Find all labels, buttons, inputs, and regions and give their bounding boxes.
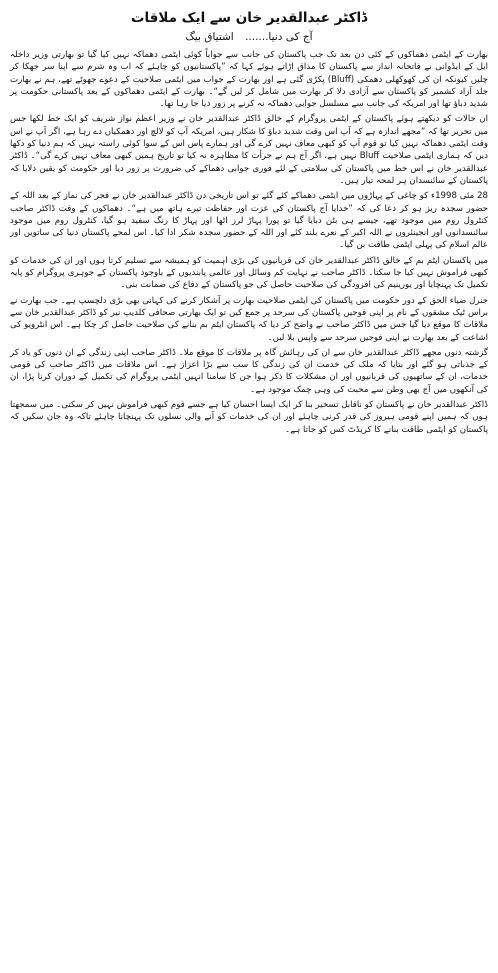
- author-name: اشتیاق بیگ: [185, 31, 234, 43]
- article-body: [10, 49, 488, 436]
- article-paragraph: ڈاکٹر عبدالقدیر خان نے پاکستان کو ناقابل تسخیر بنا کر ایک ایسا احسان کیا ہے جسے قوم کبھی فراموش نہیں کر سکتی۔ میں سمجھتا ہوں کہ ہمیں اپنے قومی ہیروز کی قدر کرنی چاہئے اور ان کی خدمات کو آنے والی نسلوں تک پہنچانا چاہئے تاکہ وہ جان سکیں کہ پاکستان کو ایٹمی طاقت بنانے کا کریڈٹ کس کو جاتا ہے۔: [10, 400, 488, 435]
- column-name: آج کی دنیا.......: [245, 31, 313, 43]
- byline: [10, 30, 488, 45]
- article-paragraph: بھارت کے ایٹمی دھماکوں کے کئی دن بعد تک جب پاکستان کی جانب سے جواباً کوئی ایٹمی دھماکہ نہیں کیا گیا تو بھارتی وزیر داخلہ ایل کے ایڈوانی نے فاتحانہ انداز سے پاکستان کا مذاق اڑاتے ہوئے کہا کہ ”پاکستانیوں کو چاہئے کہ اب وہ شرم سے اپنا سر جھکا کر چلیں کیونکہ ان کی کھوکھلی دھمکی (Bluff) پکڑی گئی ہے اور بھارت کے جواب میں ایٹمی صلاحیت کے دعوے جھوٹے تھے، ہم نے بھارت جلد آزاد کشمیر کو پاکستان سے آزادی دلا کر بھارت میں شامل کر لیں گے“۔ بھارت کے ایٹمی دھماکوں کے بعد پاکستانی حکومت پر شدید دباؤ تھا اور امریکہ کی جانب سے مسلسل جوابی دھماکہ نہ کرنے پر زور دیا جا رہا تھا۔: [10, 50, 488, 110]
- article-paragraph: ان حالات کو دیکھتے ہوئے پاکستان کے ایٹمی پروگرام کے خالق ڈاکٹر عبدالقدیر خان نے وزیر اعظم نواز شریف کو ایک خط لکھا جس میں تحریر تھا کہ ”مجھے اندازہ ہے کہ آپ اس وقت شدید دباؤ کا شکار ہیں، امریکہ آپ کو لالچ اور دھمکیاں دے رہا ہے، اگر آپ نے اس وقت ایٹمی دھماکہ نہیں کیا تو قوم آپ کو کبھی معاف نہیں کرے گی اور ہمارے پاس اس کے سوا کوئی راستہ نہیں کہ ہم دنیا کو دکھا دیں کہ ہماری ایٹمی صلاحیت Bluff نہیں ہے، اگر آج ہم نے جرأت کا مظاہرہ نہ کیا تو تاریخ ہمیں کبھی معاف نہیں کرے گی“۔ ڈاکٹر عبدالقدیر خان نے اس خط میں پاکستان کی سلامتی کے لئے فوری جوابی دھماکے کی ضرورت پر زور دیا اور حکومت کو یقین دلایا کہ پاکستان کے سائنسدان ہر لمحہ تیار ہیں۔: [10, 114, 488, 186]
- article-paragraph: گزشتہ دنوں مجھے ڈاکٹر عبدالقدیر خان سے ان کی رہائش گاہ پر ملاقات کا موقع ملا۔ ڈاکٹر صاحب اپنی زندگی کے ان دنوں کو یاد کر کے جذباتی ہو گئے اور بتایا کہ ملک کی خدمت ان کی زندگی کا سب سے بڑا اعزاز ہے۔ اس ملاقات میں ڈاکٹر صاحب کی قومی خدمات، ان کے ساتھیوں کی قربانیوں اور ان مشکلات کا ذکر ہوا جن کا سامنا انہیں ایٹمی پروگرام کی تکمیل کے دوران کرنا پڑا، ان کی آنکھوں میں آج بھی وطن سے محبت کی وہی چمک موجود ہے۔: [10, 347, 488, 395]
- article-paragraph: 28 مئی 1998ء کو چاغی کے پہاڑوں میں ایٹمی دھماکے کئے گئے تو اس تاریخی دن ڈاکٹر عبدالقدیر خان نے فجر کی نماز کے بعد اللہ کے حضور سجدہ ریز ہو کر دعا کی کہ ”خدایا آج پاکستان کی عزت اور حفاظت تیرے ہاتھ میں ہے“۔ دھماکوں کے وقت ڈاکٹر صاحب کنٹرول روم میں موجود تھے، جیسے ہی بٹن دبایا گیا تو پورا پہاڑ لرز اٹھا اور پہاڑ کا رنگ سفید ہو گیا، کنٹرول روم میں موجود سائنسدانوں اور انجینئروں نے اللہ اکبر کے نعرے بلند کئے اور اللہ کے حضور سجدہ شکر ادا کیا۔ اس لمحے پاکستان دنیا کی ساتویں اور عالم اسلام کی پہلی ایٹمی طاقت بن گیا۔: [10, 191, 488, 251]
- article-paragraph: میں پاکستان ایٹم بم کے خالق ڈاکٹر عبدالقدیر خان کی قربانیوں کی بڑی اہمیت کو ہمیشہ سے تسلیم کرتا ہوں اور ان کی خدمات کو کبھی فراموش نہیں کیا جا سکتا۔ ڈاکٹر صاحب نے نہایت کم وسائل اور عالمی پابندیوں کے باوجود پاکستان کے جوہری پروگرام کو پایہ تکمیل تک پہنچایا اور یورینیم کی افزودگی کی صلاحیت حاصل کی جو پاکستان کے دفاع کی ضمانت بنی۔: [10, 255, 488, 291]
- article-title: ڈاکٹر عبدالقدیر خان سے ایک ملاقات: [130, 10, 368, 26]
- article-paragraph: جنرل ضیاء الحق کے دور حکومت میں پاکستان کی ایٹمی صلاحیت بھارت پر آشکار کرنے کی کہانی بھی بڑی دلچسپ ہے۔ جب بھارت نے براس ٹیک مشقوں کے نام پر اپنی فوجیں پاکستان کی سرحد پر جمع کیں تو ایک بھارتی صحافی کلدیپ نیر کو ڈاکٹر عبدالقدیر خان سے ملاقات کا موقع دیا گیا جس میں ڈاکٹر صاحب نے واضح کر دیا کہ پاکستان ایٹم بم بنانے کی صلاحیت حاصل کر چکا ہے۔ اس انٹرویو کی اشاعت کے بعد بھارت نے اپنی فوجیں سرحد سے واپس بلا لیں۔: [10, 295, 488, 343]
